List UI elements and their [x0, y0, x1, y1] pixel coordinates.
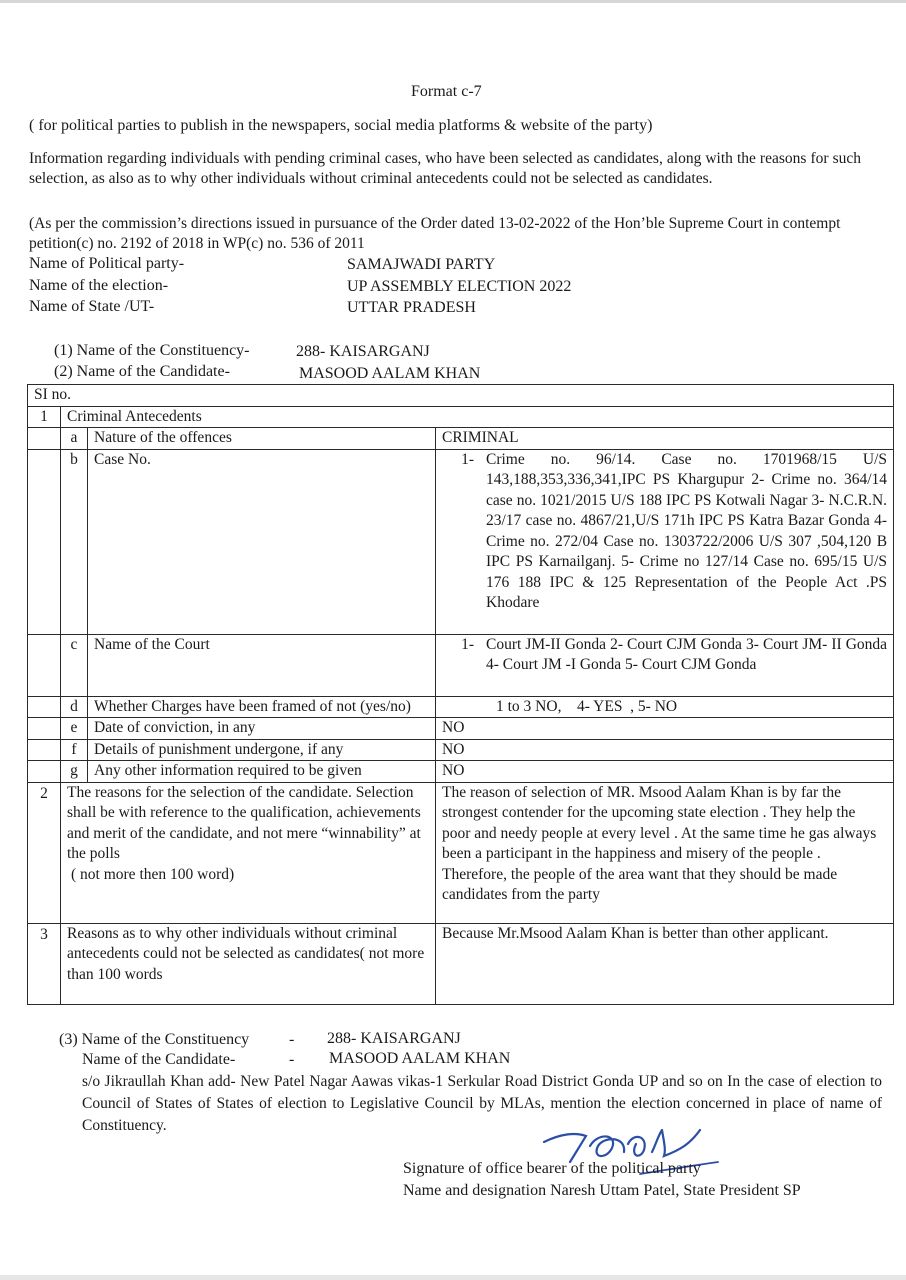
- case-list-text: Crime no. 96/14. Case no. 1701968/15 U/S 143,188,353,336,341,IPC PS Khargupur 2- Crime no. 364/14 case no. 1021/2015 U/S 188 IPC PS Kotwali Nagar 3- N.C.R.N. 23/17 case no. 4867/21,U/S 171h IPC PS Katra Bazar Gonda 4- Crime no. 272/04 Case no. 1303722/2006 U/S 307 ,504,120 B IPC PS Karnailganj. 5- Crime no 127/14 Case no. 695/15 U/S 176 188 IPC & 125 Representation of the People Act .PS Khodare: [486, 450, 888, 611]
- section-number: 1: [28, 406, 61, 428]
- row-label: Name of the Court: [88, 634, 436, 696]
- candidate-label: (2) Name of the Candidate-: [54, 363, 230, 380]
- purpose-line: ( for political parties to publish in the newspapers, social media platforms & website of the party): [29, 117, 653, 134]
- constituency-label: (1) Name of the Constituency-: [54, 342, 250, 359]
- footer-dash: -: [289, 1051, 295, 1068]
- row-value: [436, 634, 894, 696]
- row-value: CRIMINAL: [436, 428, 894, 450]
- election-value: UP ASSEMBLY ELECTION 2022: [347, 278, 572, 295]
- party-label: Name of Political party-: [29, 255, 185, 272]
- criminal-antecedents-table: [27, 384, 894, 1005]
- row-value: NO: [436, 718, 894, 740]
- row-letter: e: [61, 718, 88, 740]
- other-individuals-question: Reasons as to why other individuals without criminal antecedents could not be selected as candidates( not more than 100 words: [61, 923, 436, 1004]
- footer-candidate-label: Name of the Candidate-: [82, 1051, 236, 1068]
- scan-edge-bottom: [0, 1275, 906, 1280]
- row-label: Details of punishment undergone, if any: [88, 739, 436, 761]
- footer-constituency-label: (3) Name of the Constituency: [59, 1031, 250, 1048]
- footer-dash: -: [289, 1031, 295, 1048]
- row-letter: g: [61, 761, 88, 783]
- question-note: ( not more then 100 word): [71, 865, 235, 883]
- candidate-address: s/o Jikraullah Khan add- New Patel Nagar Aawas vikas-1 Serkular Road District Gonda UP and so on In the case of election to Council of States of States of election to Legislative Council by MLAs, mention the election concerned in place of name of Constituency.: [82, 1073, 882, 1134]
- row-label: Whether Charges have been framed of not (yes/no): [88, 696, 436, 718]
- selection-reason-question: [61, 782, 436, 923]
- candidate-value: MASOOD AALAM KHAN: [299, 365, 481, 382]
- row-letter: a: [61, 428, 88, 450]
- selection-reason-answer: The reason of selection of MR. Msood Aalam Khan is by far the strongest contender for the upcoming state election . They help the poor and needy people at every level . At the same time he gas always been a participant in the happiness and misery of the people . Therefore, the people of the area want that they should be made candidates from the party: [436, 782, 894, 923]
- row-value: 1 to 3 NO, 4- YES , 5- NO: [436, 696, 894, 718]
- name-designation: Name and designation Naresh Uttam Patel, State President SP: [403, 1182, 801, 1199]
- signature-label: Signature of office bearer of the political party: [403, 1160, 701, 1177]
- section-3-row: [28, 923, 894, 1004]
- list-number: 1-: [461, 450, 474, 468]
- row-label: Any other information required to be given: [88, 761, 436, 783]
- row-value: [436, 449, 894, 634]
- directions-paragraph: (As per the commission’s directions issued in pursuance of the Order dated 13-02-2022 of the Hon’ble Supreme Court in contempt petition(c) no. 2192 of 2018 in WP(c) no. 536 of 2011: [29, 215, 841, 252]
- row-label: Date of conviction, in any: [88, 718, 436, 740]
- section-2-row: [28, 782, 894, 923]
- state-value: UTTAR PRADESH: [347, 299, 476, 316]
- section-title: Criminal Antecedents: [61, 406, 894, 428]
- table-row: [28, 761, 894, 783]
- row-letter: c: [61, 634, 88, 696]
- sl-no-header: SI no.: [28, 385, 894, 407]
- section-1-row: [28, 406, 894, 428]
- table-row: [28, 739, 894, 761]
- section-number: 2: [28, 782, 61, 923]
- table-row: [28, 718, 894, 740]
- party-value: SAMAJWADI PARTY: [347, 256, 496, 273]
- election-label: Name of the election-: [29, 277, 169, 294]
- footer-candidate-value: MASOOD AALAM KHAN: [329, 1050, 511, 1067]
- row-value: NO: [436, 761, 894, 783]
- list-number: 1-: [461, 635, 474, 653]
- row-label: Case No.: [88, 449, 436, 634]
- court-list-text: Court JM-II Gonda 2- Court CJM Gonda 3- Court JM- II Gonda 4- Court JM -I Gonda 5- Court CJM Gonda: [486, 635, 888, 673]
- table-row: [28, 696, 894, 718]
- info-paragraph: Information regarding individuals with pending criminal cases, who have been selected as candidates, along with the reasons for such selection, as also as to why other individuals without criminal antecedents could not be selected as candidates.: [29, 150, 861, 187]
- table-row: [28, 428, 894, 450]
- state-label: Name of State /UT-: [29, 298, 155, 315]
- row-letter: f: [61, 739, 88, 761]
- row-letter: d: [61, 696, 88, 718]
- table-row: [28, 449, 894, 634]
- table-header-row: [28, 385, 894, 407]
- table-row: [28, 634, 894, 696]
- format-title: Format c-7: [411, 83, 482, 100]
- section-number: 3: [28, 923, 61, 1004]
- other-individuals-answer: Because Mr.Msood Aalam Khan is better than other applicant.: [436, 923, 894, 1004]
- row-letter: b: [61, 449, 88, 634]
- question-text: The reasons for the selection of the candidate. Selection shall be with reference to the qualification, achievements and merit of the candidate, and not mere “winnability” at the polls: [67, 783, 421, 862]
- row-value: NO: [436, 739, 894, 761]
- row-label: Nature of the offences: [88, 428, 436, 450]
- constituency-value: 288- KAISARGANJ: [296, 343, 430, 360]
- footer-constituency-value: 288- KAISARGANJ: [327, 1030, 461, 1047]
- scan-edge-top: [0, 0, 906, 3]
